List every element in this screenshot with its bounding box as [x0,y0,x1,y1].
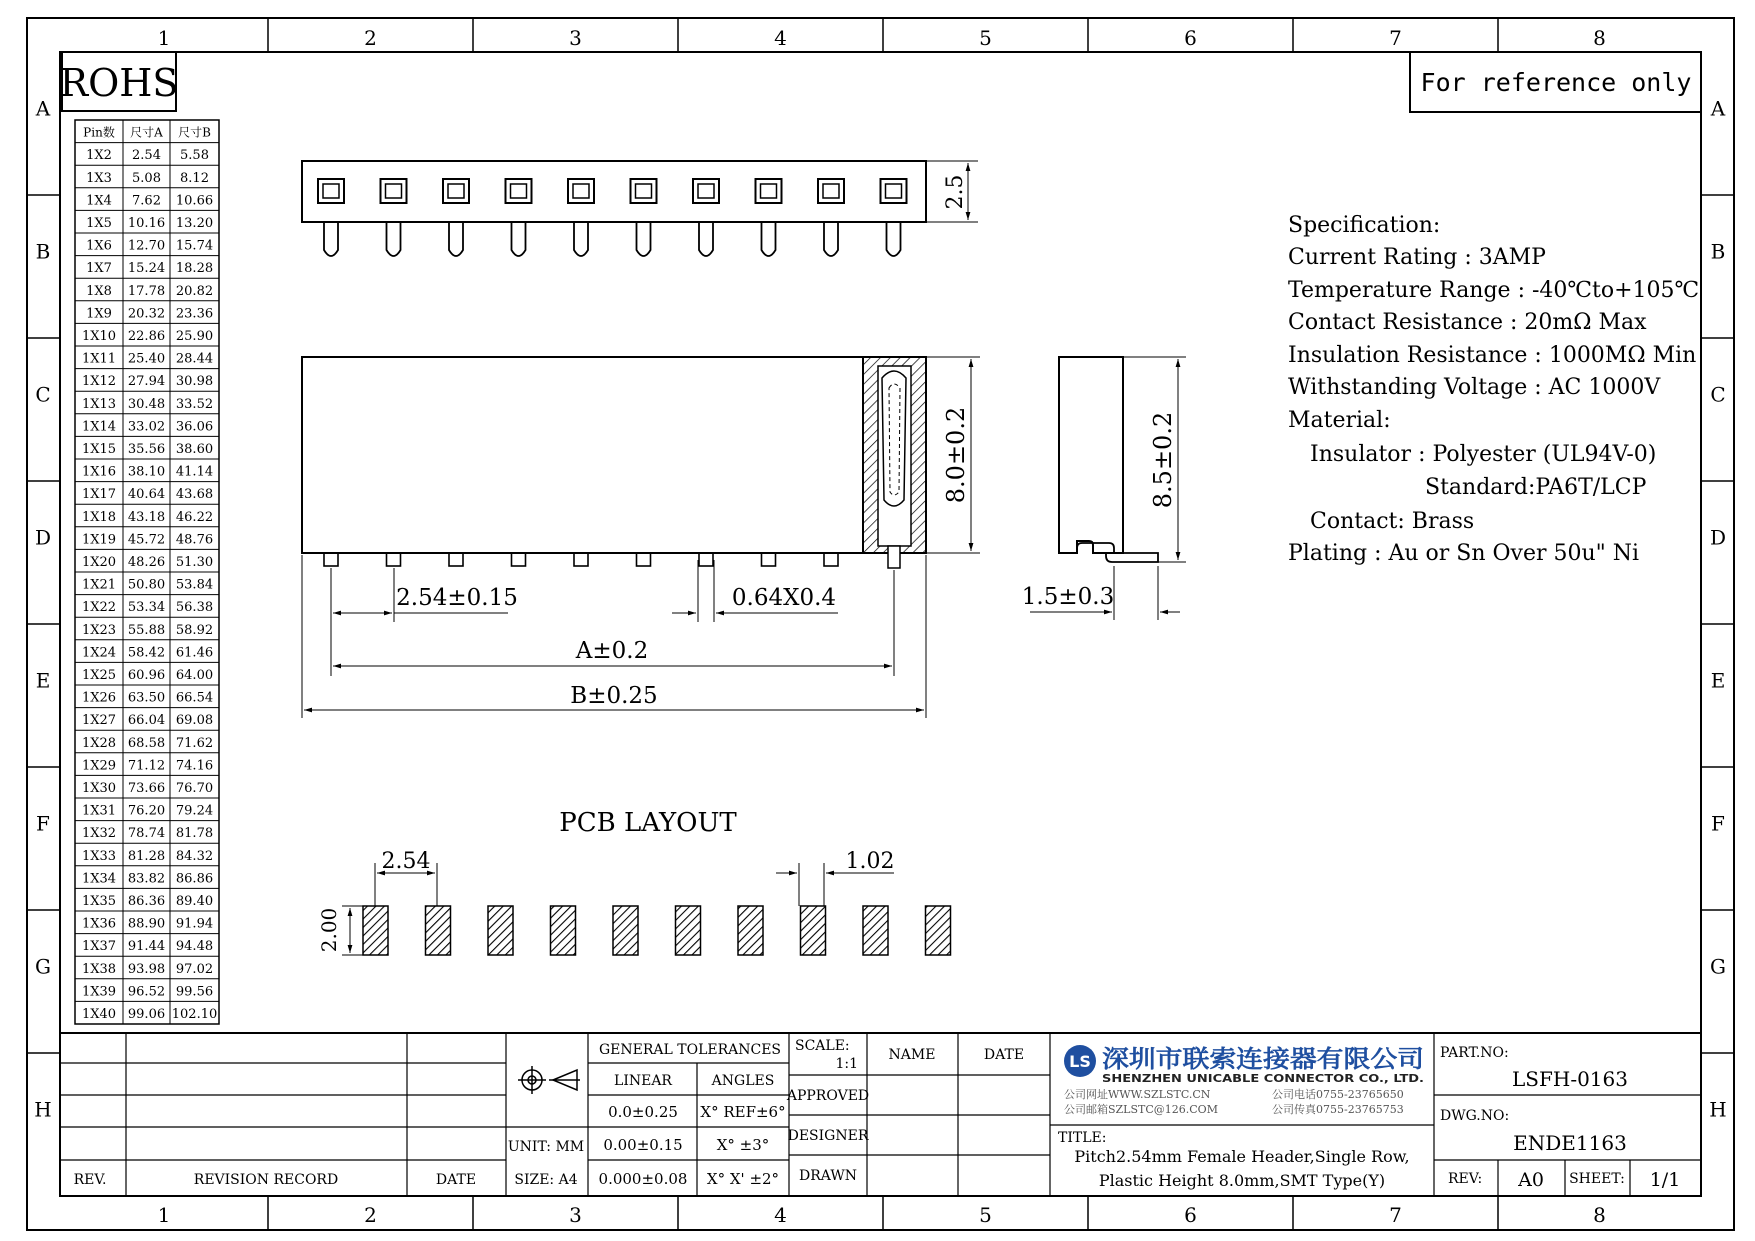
spec-current: Current Rating : 3AMP [1288,245,1546,270]
frame-col-number: 3 [569,1203,582,1227]
front-pin [762,553,776,566]
table-cell: 64.00 [175,668,214,683]
top-pin [818,179,844,256]
table-cell: 58.92 [175,622,214,638]
table-cell: 27.94 [127,374,166,390]
spec-plating: Plating : Au or Sn Over 50u" Ni [1288,541,1640,566]
table-cell: 1X3 [86,170,112,186]
frame-col-number: 6 [1184,26,1197,50]
frame-col-number: 7 [1389,1203,1402,1227]
pcb-pad [613,906,638,955]
frame-row-letter: E [1710,668,1726,693]
frame-col-number: 8 [1593,1203,1606,1227]
spec-title: Specification: [1288,213,1441,238]
table-cell: 30.98 [175,374,214,390]
spec-material: Material: [1288,408,1391,433]
title-line-1: Pitch2.54mm Female Header,Single Row, [1074,1147,1410,1166]
table-cell: 5.08 [132,170,161,186]
linear-label: LINEAR [614,1073,672,1089]
table-cell: 1X6 [86,238,112,254]
front-pin [512,553,526,566]
name-col-label: NAME [888,1047,936,1063]
table-cell: 66.54 [175,690,214,706]
pcb-pitch-dim: 2.54 [381,849,431,874]
svg-text:LS: LS [1069,1052,1091,1071]
front-height-dim: 8.0±0.2 [942,406,970,504]
frame-row-letter: C [35,382,51,407]
table-cell: 1X2 [86,148,112,164]
projection-symbol-icon [518,1066,580,1094]
table-cell: 1X25 [81,668,117,683]
spec-contact: Contact: Brass [1310,509,1475,534]
table-cell: 40.64 [127,487,166,503]
table-cell: 36.06 [175,419,214,435]
frame-row-letter: A [35,96,51,121]
a-dim: A±0.2 [575,638,649,664]
rohs-label: ROHS [59,61,179,105]
approved-label: APPROVED [786,1088,870,1104]
table-cell: 1X27 [81,713,117,729]
tol-angles-2: X° ±3° [716,1136,770,1154]
table-cell: 1X22 [81,600,117,616]
table-cell: 1X33 [81,848,117,864]
pcb-pad [863,906,888,955]
scale-value: 1:1 [835,1056,858,1072]
top-pin [318,179,344,256]
table-cell: 88.90 [127,916,166,932]
table-cell: 38.60 [175,442,214,457]
frame-col-number: 5 [979,26,992,50]
table-cell: 89.40 [175,894,214,909]
table-cell: 23.36 [175,306,214,322]
rohs-box [60,52,179,111]
side-view [1022,357,1186,620]
table-cell: 102.10 [171,1007,218,1022]
dimension-table [75,120,219,1024]
table-cell: 43.68 [175,487,214,503]
table-cell: 76.20 [127,803,166,819]
table-cell: 1X12 [81,374,117,390]
table-cell: 1X38 [81,961,117,977]
table-cell: 86.86 [175,871,214,887]
company-email: 公司邮箱SZLSTC@126.COM [1064,1103,1218,1116]
table-cell: 1X11 [81,351,117,367]
pcb-pad [926,906,951,955]
general-tolerances-label: GENERAL TOLERANCES [598,1042,782,1058]
table-cell: 1X20 [81,555,117,570]
front-pin [387,553,401,566]
table-cell: 1X31 [81,803,117,819]
table-cell: 1X17 [81,487,117,503]
pcb-pad-width-dim: 1.02 [845,849,895,874]
tol-linear-2: 0.00±0.15 [603,1136,683,1154]
top-pin [381,179,407,256]
table-cell: 1X35 [81,894,117,909]
table-cell: 8.12 [180,170,209,186]
table-cell: 91.44 [127,939,166,955]
table-cell: 15.74 [175,238,214,254]
table-cell: 1X30 [81,781,117,796]
table-cell: 28.44 [175,351,214,367]
table-cell: 12.70 [127,238,166,254]
frame-row-letter: A [1710,96,1726,121]
table-cell: 68.58 [127,735,166,751]
tol-linear-3: 0.000±0.08 [598,1170,688,1188]
frame-col-number: 3 [569,26,582,50]
pin-size-dim: 0.64X0.4 [731,585,837,611]
title-block [60,1033,1701,1196]
table-cell: 2.54 [132,148,161,164]
part-no: LSFH-0163 [1512,1067,1628,1091]
top-pin [756,179,782,256]
table-cell: 91.94 [175,916,214,932]
reference-note: For reference only [1420,68,1692,97]
dwg-no: ENDE1163 [1513,1131,1627,1155]
table-cell: 10.66 [175,193,214,209]
table-cell: 35.56 [127,442,166,457]
pcb-pad [488,906,513,955]
top-pin [443,179,469,256]
title-label: TITLE: [1058,1130,1107,1146]
table-cell: 1X29 [81,758,117,774]
front-pin [637,553,651,566]
frame-col-number: 1 [157,1203,171,1227]
spec-insulator: Insulator : Polyester (UL94V-0) [1310,442,1657,467]
table-cell: 1X8 [86,283,112,299]
table-cell: 1X15 [81,442,117,457]
company-website: 公司网址WWW.SZLSTC.CN [1064,1088,1211,1101]
table-header-cell: 尺寸B [178,125,211,140]
frame-row-letter: B [35,239,51,264]
frame-row-letter: B [1710,239,1726,264]
table-cell: 1X9 [86,306,112,322]
frame-row-letter: G [35,954,51,979]
table-cell: 33.52 [175,396,214,412]
front-pin [699,553,713,566]
frame-col-number: 4 [774,1203,787,1227]
dwg-no-label: DWG.NO: [1440,1108,1510,1124]
b-dim: B±0.25 [570,683,658,709]
rev-label: REV. [73,1172,107,1188]
table-cell: 13.20 [175,216,214,231]
front-pin [574,553,588,566]
table-cell: 20.82 [175,283,214,299]
table-cell: 1X16 [81,464,117,480]
table-cell: 1X36 [81,916,117,932]
table-cell: 1X39 [81,984,117,1000]
table-cell: 73.66 [127,781,166,796]
top-pin [506,179,532,256]
table-cell: 81.28 [127,848,166,864]
table-cell: 22.86 [127,329,166,344]
table-cell: 1X40 [81,1007,117,1022]
angles-label: ANGLES [711,1073,775,1089]
top-pin [568,179,594,256]
size-label: SIZE: A4 [514,1172,578,1188]
pitch-dim: 2.54±0.15 [396,585,518,611]
pcb-layout [317,808,951,955]
table-cell: 18.28 [175,261,214,277]
table-cell: 53.34 [127,600,166,616]
designer-label: DESIGNER [787,1128,869,1144]
table-cell: 53.84 [175,577,214,593]
table-cell: 1X10 [81,329,117,344]
side-height-dim: 8.5±0.2 [1149,411,1177,509]
table-cell: 1X13 [81,396,117,412]
front-pin [324,553,338,566]
table-header-cell: 尺寸A [130,125,163,140]
tol-angles-3: X° X' ±2° [706,1170,780,1188]
table-cell: 86.36 [127,894,166,909]
drawn-label: DRAWN [799,1168,857,1184]
pcb-pad [426,906,451,955]
top-view [302,161,978,256]
frame-row-letter: F [1711,811,1725,836]
date-col-label: DATE [983,1047,1025,1063]
frame-row-letter: F [36,811,50,836]
table-cell: 48.76 [175,532,214,548]
top-height-dim: 2.5 [943,174,968,210]
table-cell: 83.82 [127,871,166,887]
table-cell: 51.30 [175,555,214,570]
table-cell: 1X4 [86,193,112,209]
company-fax: 公司传真0755-23765753 [1272,1103,1404,1116]
pcb-pad [738,906,763,955]
table-cell: 1X34 [81,871,117,887]
company-logo-icon [1064,1045,1096,1077]
pcb-title: PCB LAYOUT [559,808,737,838]
table-cell: 55.88 [127,622,166,638]
title-line-2: Plastic Height 8.0mm,SMT Type(Y) [1098,1171,1386,1190]
table-cell: 99.06 [127,1007,166,1022]
specification [1288,213,1699,566]
spec-contact-resistance: Contact Resistance : 20mΩ Max [1288,310,1647,335]
front-pin [449,553,463,566]
table-cell: 61.46 [175,645,214,661]
table-cell: 97.02 [175,961,214,977]
frame-col-number: 7 [1389,26,1402,50]
top-pin [693,179,719,256]
table-cell: 56.38 [175,600,214,616]
frame-row-letter: G [1710,954,1726,979]
table-cell: 1X23 [81,622,117,638]
foot-dim: 1.5±0.3 [1021,584,1115,610]
table-cell: 71.12 [127,758,166,774]
table-cell: 10.16 [127,216,166,231]
top-pin [631,179,657,256]
frame-row-letter: D [1709,525,1727,550]
table-cell: 25.40 [127,351,166,367]
top-pin [881,179,907,256]
sheet-label: SHEET: [1569,1171,1625,1187]
table-cell: 7.62 [132,193,161,209]
table-cell: 17.78 [127,283,166,299]
company-name-en: SHENZHEN UNICABLE CONNECTOR CO., LTD. [1102,1072,1424,1085]
reference-note-box [1410,52,1701,112]
frame-row-letter: H [1709,1097,1727,1122]
revision-record-label: REVISION RECORD [193,1172,339,1188]
scale-label: SCALE: [795,1038,850,1054]
table-cell: 15.24 [127,261,166,277]
table-cell: 71.62 [175,735,214,751]
frame-row-letter: C [1710,382,1726,407]
part-no-label: PART.NO: [1440,1045,1509,1061]
table-cell: 46.22 [175,509,214,525]
table-cell: 50.80 [127,577,166,593]
table-header-cell: Pin数 [83,125,115,140]
table-cell: 99.56 [175,984,214,1000]
table-cell: 63.50 [127,690,166,706]
table-cell: 58.42 [127,645,166,661]
table-cell: 5.58 [180,148,209,164]
front-view [302,357,980,718]
frame-col-number: 4 [774,26,787,50]
table-cell: 43.18 [127,509,166,525]
frame-row-letter: E [35,668,51,693]
frame-col-number: 2 [364,1203,377,1227]
table-cell: 20.32 [127,306,166,322]
frame-col-number: 6 [1184,1203,1197,1227]
spec-standard: Standard:PA6T/LCP [1425,475,1647,500]
table-cell: 78.74 [127,826,166,842]
table-cell: 1X32 [81,826,117,842]
table-cell: 48.26 [127,555,166,570]
table-cell: 45.72 [127,532,166,548]
table-cell: 1X37 [81,939,117,955]
table-cell: 76.70 [175,781,214,796]
table-cell: 1X18 [81,509,117,525]
spec-insulation-resistance: Insulation Resistance : 1000MΩ Min [1288,343,1697,368]
table-cell: 66.04 [127,713,166,729]
frame-col-number: 8 [1593,26,1606,50]
pcb-pad [676,906,701,955]
frame-col-number: 1 [157,26,171,50]
front-pin [824,553,838,566]
table-cell: 25.90 [175,329,214,344]
frame-row-letter: H [34,1097,52,1122]
pcb-pad-height-dim: 2.00 [317,907,341,953]
table-cell: 81.78 [175,826,214,842]
pcb-pad [363,906,388,955]
pcb-pad [801,906,826,955]
table-cell: 1X7 [86,261,112,277]
company-name-cn: 深圳市联索连接器有限公司 [1102,1045,1424,1073]
table-cell: 41.14 [175,464,214,480]
table-cell: 1X28 [81,735,117,751]
frame-col-number: 2 [364,26,377,50]
tol-angles-1: X° REF±6° [700,1103,786,1121]
date-label: DATE [435,1172,477,1188]
unit-label: UNIT: MM [507,1139,585,1155]
table-cell: 84.32 [175,848,214,864]
table-cell: 93.98 [127,961,166,977]
table-cell: 60.96 [127,668,166,683]
table-cell: 69.08 [175,713,214,729]
table-cell: 1X26 [81,690,117,706]
frame-row-letter: D [34,525,52,550]
tol-linear-1: 0.0±0.25 [608,1103,678,1121]
frame-col-number: 5 [979,1203,992,1227]
table-cell: 33.02 [127,419,166,435]
table-cell: 1X19 [81,532,117,548]
table-cell: 96.52 [127,984,166,1000]
pcb-pad [551,906,576,955]
spec-withstanding-voltage: Withstanding Voltage : AC 1000V [1288,375,1661,400]
table-cell: 1X5 [86,216,112,231]
spec-temperature: Temperature Range : -40℃to+105℃ [1288,278,1700,303]
table-cell: 79.24 [175,803,214,819]
table-cell: 1X24 [81,645,117,661]
rev-label-2: REV: [1448,1171,1483,1187]
company-phone: 公司电话0755-23765650 [1272,1088,1404,1101]
table-cell: 1X21 [81,577,117,593]
table-cell: 94.48 [175,939,214,955]
table-cell: 74.16 [175,758,214,774]
table-cell: 30.48 [127,396,166,412]
table-cell: 38.10 [127,464,166,480]
sheet-value: 1/1 [1649,1169,1681,1191]
table-cell: 1X14 [81,419,117,435]
rev-value: A0 [1518,1169,1544,1191]
